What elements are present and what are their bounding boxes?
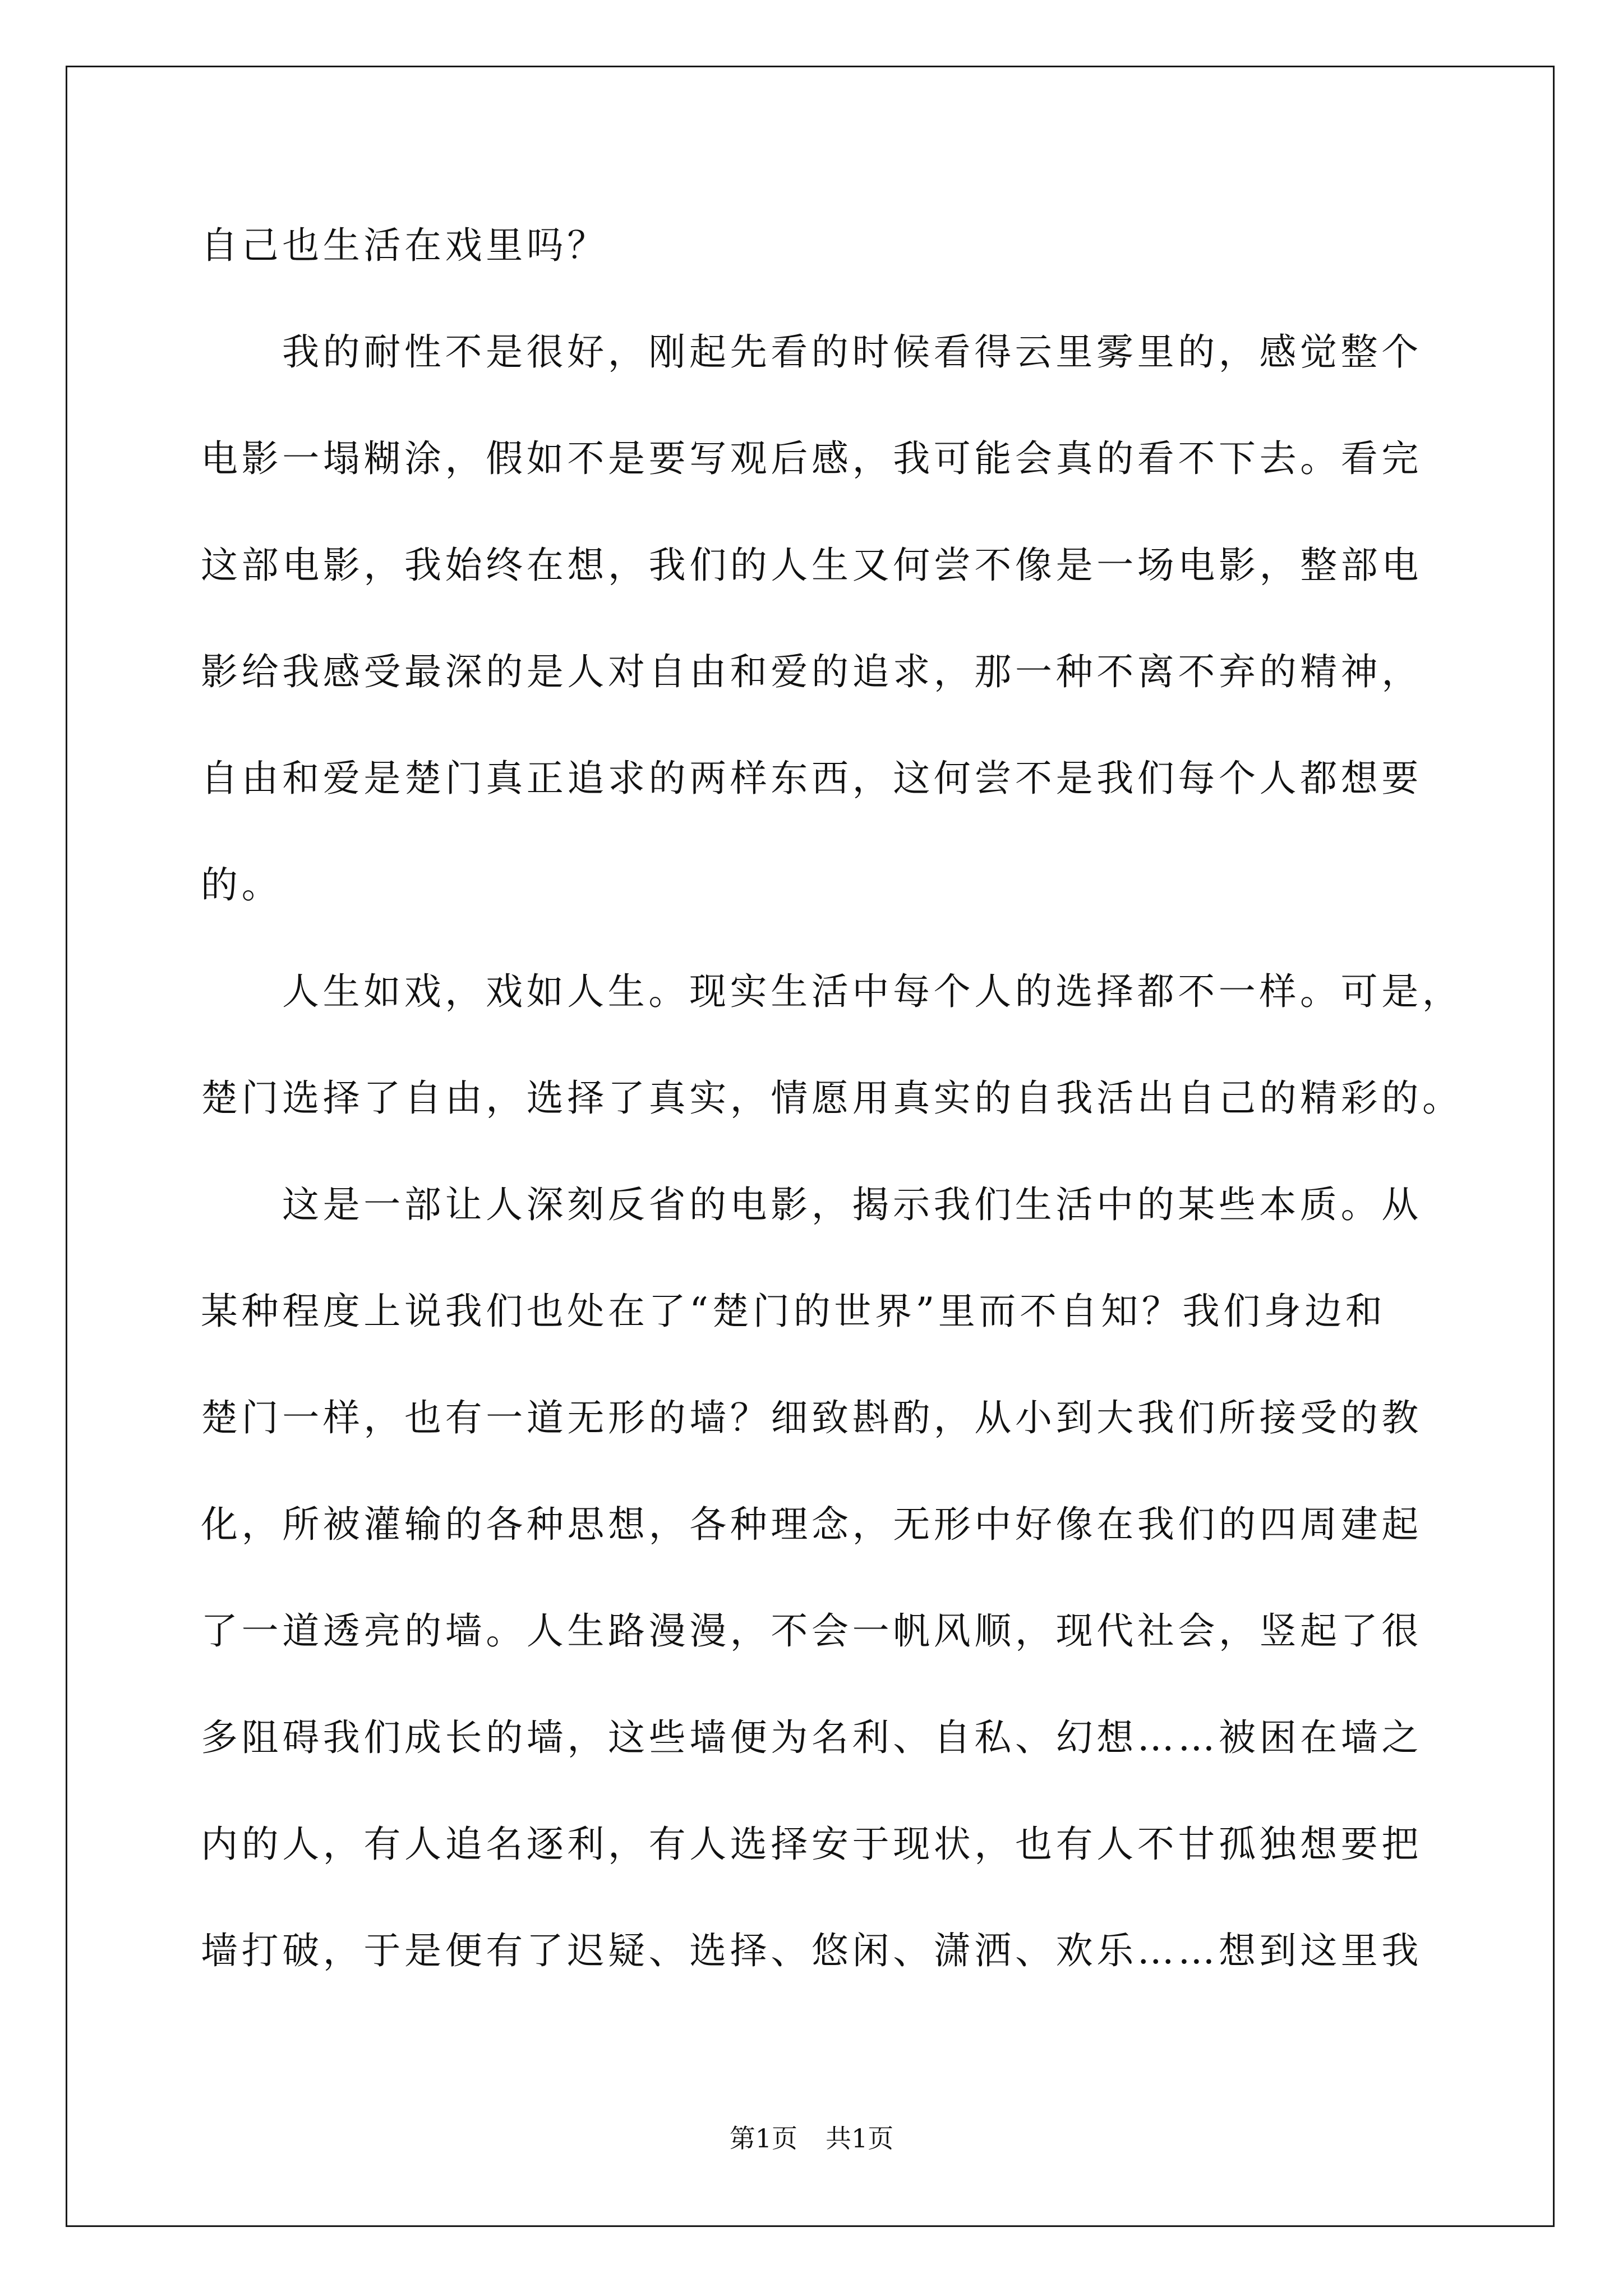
text-line: 自由和爱是楚门真正追求的两样东西，这何尝不是我们每个人都想要 (201, 757, 1422, 800)
text-line: 自己也生活在戏里吗？ (201, 224, 608, 267)
paragraph (201, 1152, 1491, 2004)
text-line: 这部电影，我始终在想，我们的人生又何尝不像是一场电影，整部电 (201, 544, 1422, 587)
text-line: 影给我感受最深的是人对自由和爱的追求，那一种不离不弃的精神， (201, 650, 1422, 693)
text-line: 楚门选择了自由，选择了真实，情愿用真实的自我活出自己的精彩的。 (201, 1076, 1463, 1120)
text-line: 墙打破，于是便有了迟疑、选择、悠闲、潇洒、欢乐……想到这里我 (201, 1929, 1422, 1972)
text-line: 电影一塌糊涂，假如不是要写观后感，我可能会真的看不下去。看完 (201, 437, 1422, 480)
text-line: 我的耐性不是很好，刚起先看的时候看得云里雾里的，感觉整个 (282, 330, 1422, 374)
paragraph (201, 299, 1491, 938)
document-body (201, 192, 1491, 2004)
text-line: 的。 (201, 863, 283, 907)
paragraph (201, 192, 1491, 299)
text-line: 人生如戏，戏如人生。现实生活中每个人的选择都不一样。可是， (282, 970, 1463, 1013)
page-footer (0, 2122, 1623, 2155)
current-page-label: 第1页 (729, 2123, 797, 2154)
total-pages-label: 共1页 (826, 2123, 894, 2154)
text-line: 化，所被灌输的各种思想，各种理念，无形中好像在我们的四周建起 (201, 1503, 1422, 1546)
text-line: 内的人，有人追名逐利，有人选择安于现状，也有人不甘孤独想要把 (201, 1823, 1422, 1866)
text-line: 了一道透亮的墙。人生路漫漫，不会一帆风顺，现代社会，竖起了很 (201, 1609, 1422, 1653)
text-line: 这是一部让人深刻反省的电影，揭示我们生活中的某些本质。从 (282, 1183, 1422, 1226)
text-line: 多阻碍我们成长的墙，这些墙便为名利、自私、幻想……被困在墙之 (201, 1716, 1422, 1759)
paragraph (201, 938, 1491, 1152)
text-line: 某种程度上说我们也处在了“楚门的世界”里而不自知？我们身边和 (201, 1290, 1386, 1333)
text-line: 楚门一样，也有一道无形的墙？细致斟酌，从小到大我们所接受的教 (201, 1396, 1422, 1439)
